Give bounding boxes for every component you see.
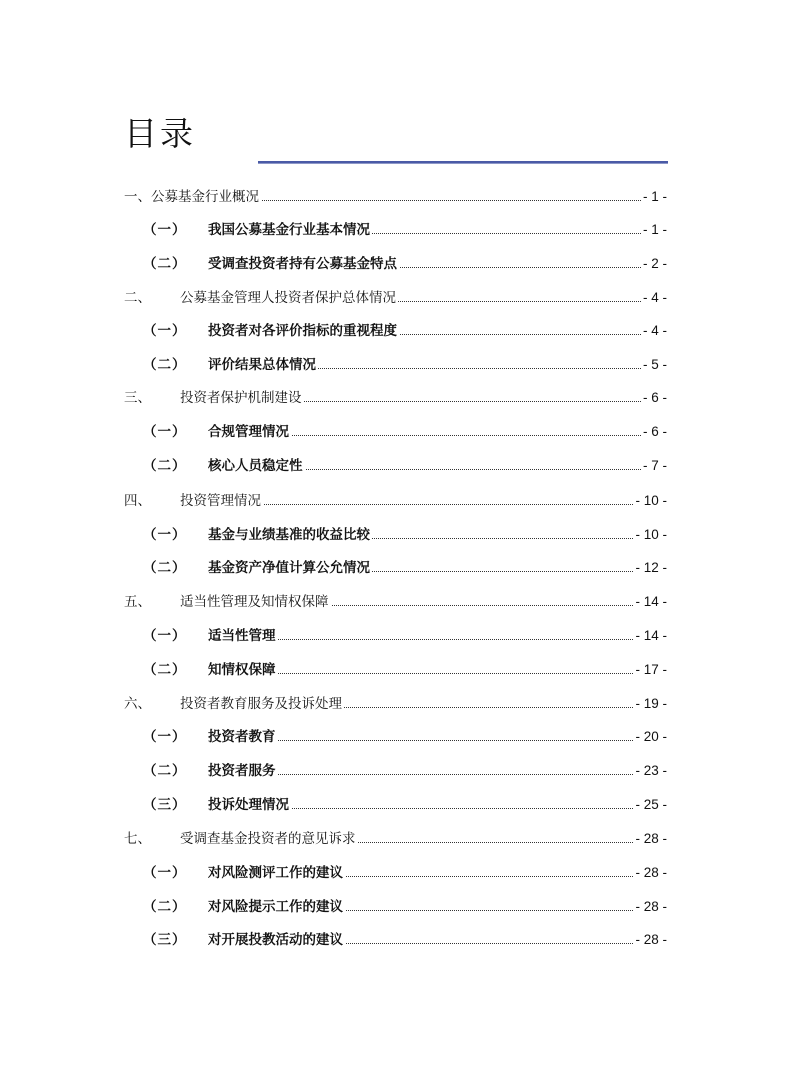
toc-marker: （一） <box>143 527 187 543</box>
toc-page-number: - 28 - <box>634 929 667 951</box>
toc-entry-2-2[interactable] <box>0 354 793 376</box>
toc-entry-4-2[interactable] <box>0 557 793 579</box>
toc-label: 基金资产净值计算公允情况 <box>208 557 372 579</box>
toc-page-number: - 4 - <box>642 287 667 309</box>
toc-marker: （三） <box>143 932 187 948</box>
toc-entry-2-1[interactable] <box>0 320 793 342</box>
toc-marker: （三） <box>143 797 187 813</box>
toc-marker: 六、 <box>124 696 151 712</box>
toc-page-number: - 19 - <box>634 693 667 715</box>
toc-label: 适当性管理 <box>208 625 278 647</box>
toc-page-number: - 10 - <box>634 490 667 512</box>
title-divider <box>258 161 668 164</box>
toc-label: 投资者对各评价指标的重视程度 <box>208 320 399 342</box>
toc-marker: （二） <box>143 256 187 272</box>
toc-label: 评价结果总体情况 <box>208 354 318 376</box>
toc-title: 目录 <box>124 114 196 153</box>
toc-page-number: - 23 - <box>634 760 667 782</box>
toc-page-number: - 5 - <box>642 354 667 376</box>
toc-entry-7-2[interactable] <box>0 896 793 918</box>
toc-label: 适当性管理及知情权保障 <box>180 591 331 613</box>
toc-page-number: - 7 - <box>642 455 667 477</box>
toc-marker: （二） <box>143 899 187 915</box>
toc-label: 投资者服务 <box>208 760 278 782</box>
toc-entry-1-2[interactable] <box>0 253 793 275</box>
toc-marker: （一） <box>143 222 187 238</box>
toc-marker: 七、 <box>124 831 151 847</box>
toc-marker: （二） <box>143 560 187 576</box>
toc-marker: （二） <box>143 662 187 678</box>
toc-page-number: - 2 - <box>642 253 667 275</box>
toc-label: 知情权保障 <box>208 659 278 681</box>
toc-marker: 一、 <box>124 189 151 205</box>
toc-entry-6-2[interactable] <box>0 760 793 782</box>
toc-label: 合规管理情况 <box>208 421 291 443</box>
toc-marker: 五、 <box>124 594 151 610</box>
toc-entry-6[interactable] <box>0 693 793 715</box>
toc-entry-6-1[interactable] <box>0 726 793 748</box>
toc-entry-1[interactable] <box>0 186 793 208</box>
toc-label: 受调查投资者持有公募基金特点 <box>208 253 399 275</box>
toc-label: 对开展投教活动的建议 <box>208 929 345 951</box>
toc-label: 投资者保护机制建设 <box>180 387 304 409</box>
toc-label: 对风险测评工作的建议 <box>208 862 345 884</box>
toc-marker: （一） <box>143 865 187 881</box>
toc-marker: （一） <box>143 628 187 644</box>
toc-marker: 二、 <box>124 290 151 306</box>
toc-entry-3[interactable] <box>0 387 793 409</box>
toc-marker: （一） <box>143 729 187 745</box>
toc-label: 投诉处理情况 <box>208 794 291 816</box>
toc-marker: 三、 <box>124 390 151 406</box>
toc-page-number: - 14 - <box>634 625 667 647</box>
toc-marker: （二） <box>143 458 187 474</box>
toc-label: 基金与业绩基准的收益比较 <box>208 524 372 546</box>
toc-page-number: - 6 - <box>642 421 667 443</box>
toc-marker: （一） <box>143 323 187 339</box>
toc-entry-7[interactable] <box>0 828 793 850</box>
toc-label: 投资者教育服务及投诉处理 <box>180 693 344 715</box>
toc-entry-3-2[interactable] <box>0 455 793 477</box>
toc-page-number: - 6 - <box>642 387 667 409</box>
toc-label: 受调查基金投资者的意见诉求 <box>180 828 358 850</box>
toc-entry-5-2[interactable] <box>0 659 793 681</box>
toc-entry-4[interactable] <box>0 490 793 512</box>
toc-page-number: - 12 - <box>634 557 667 579</box>
toc-label: 投资者教育 <box>208 726 278 748</box>
toc-page-number: - 28 - <box>634 896 667 918</box>
toc-page-number: - 17 - <box>634 659 667 681</box>
toc-label: 公募基金行业概况 <box>151 186 261 208</box>
toc-entry-7-1[interactable] <box>0 862 793 884</box>
toc-page-number: - 28 - <box>634 828 667 850</box>
toc-page-number: - 10 - <box>634 524 667 546</box>
toc-marker: （一） <box>143 424 187 440</box>
toc-page-number: - 28 - <box>634 862 667 884</box>
toc-entry-1-1[interactable] <box>0 219 793 241</box>
toc-page-number: - 4 - <box>642 320 667 342</box>
toc-label: 核心人员稳定性 <box>208 455 305 477</box>
toc-entry-5-1[interactable] <box>0 625 793 647</box>
toc-label: 我国公募基金行业基本情况 <box>208 219 372 241</box>
toc-entry-2[interactable] <box>0 287 793 309</box>
toc-page-number: - 20 - <box>634 726 667 748</box>
toc-entry-5[interactable] <box>0 591 793 613</box>
toc-entry-6-3[interactable] <box>0 794 793 816</box>
toc-page-number: - 14 - <box>634 591 667 613</box>
toc-label: 对风险提示工作的建议 <box>208 896 345 918</box>
toc-label: 公募基金管理人投资者保护总体情况 <box>180 287 398 309</box>
toc-label: 投资管理情况 <box>180 490 263 512</box>
toc-entry-3-1[interactable] <box>0 421 793 443</box>
toc-marker: 四、 <box>124 493 151 509</box>
toc-entry-7-3[interactable] <box>0 929 793 951</box>
toc-marker: （二） <box>143 763 187 779</box>
toc-page-number: - 25 - <box>634 794 667 816</box>
toc-marker: （二） <box>143 357 187 373</box>
toc-page-number: - 1 - <box>642 219 667 241</box>
toc-page-number: - 1 - <box>642 186 667 208</box>
toc-entry-4-1[interactable] <box>0 524 793 546</box>
